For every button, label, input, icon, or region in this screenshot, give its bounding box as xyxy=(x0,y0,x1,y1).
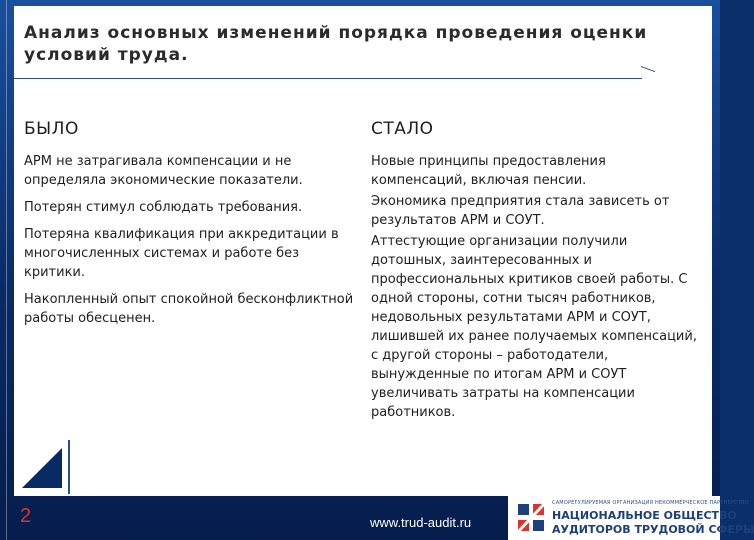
title-divider xyxy=(14,78,642,79)
column-after xyxy=(371,118,703,424)
page-number: 2 xyxy=(20,505,32,527)
list-item: Экономика предприятия стала зависеть от результатов АРМ и СОУТ. xyxy=(371,194,670,228)
logo-icon xyxy=(514,500,548,536)
list-item: Накопленный опыт спокойной бесконфликтной работы обесценен. xyxy=(24,292,354,326)
website-link[interactable]: www.trud-audit.ru xyxy=(370,515,472,530)
title-divider-tick xyxy=(641,66,655,85)
column-before xyxy=(24,118,354,336)
list-item: Новые принципы предоставления компенсаций, включая пенсии. xyxy=(371,154,606,188)
logo-subtitle: САМОРЕГУЛИРУЕМАЯ ОРГАНИЗАЦИЯ НЕКОММЕРЧЕСКОЕ ПАРТНЕРСТВО xyxy=(552,500,749,506)
content-panel xyxy=(14,6,712,496)
list-item: Потеряна квалификация при аккредитации в многочисленных системах и работе без критики. xyxy=(24,227,339,280)
list-item: АРМ не затрагивала компенсации и не определяла экономические показатели. xyxy=(24,154,303,188)
corner-triangle xyxy=(22,448,62,488)
logo-name-line1: НАЦИОНАЛЬНОЕ ОБЩЕСТВО xyxy=(552,509,737,522)
list-item: Потерян стимул соблюдать требования. xyxy=(24,200,303,215)
organization-logo xyxy=(508,496,754,540)
slide-title: Анализ основных изменений порядка проведения оценки условий труда. xyxy=(24,23,648,65)
frame-line xyxy=(6,0,7,540)
column-before-heading: БЫЛО xyxy=(24,119,79,139)
list-item: Аттестующие организации получили дотошных, заинтересованных и профессиональных критиков своей работы. С одной стороны, сотни тысяч работников, недовольных результатами АРМ и СОУТ, лишившей их ранее получаемых компенсаций, с другой стороны – работодатели, вынужденные по итогам АРМ и СОУТ увеличивать затраты на компенсации работников. xyxy=(371,234,697,420)
logo-name-line2: АУДИТОРОВ ТРУДОВОЙ СФЕРЫ xyxy=(552,523,754,536)
column-after-heading: СТАЛО xyxy=(371,119,434,139)
